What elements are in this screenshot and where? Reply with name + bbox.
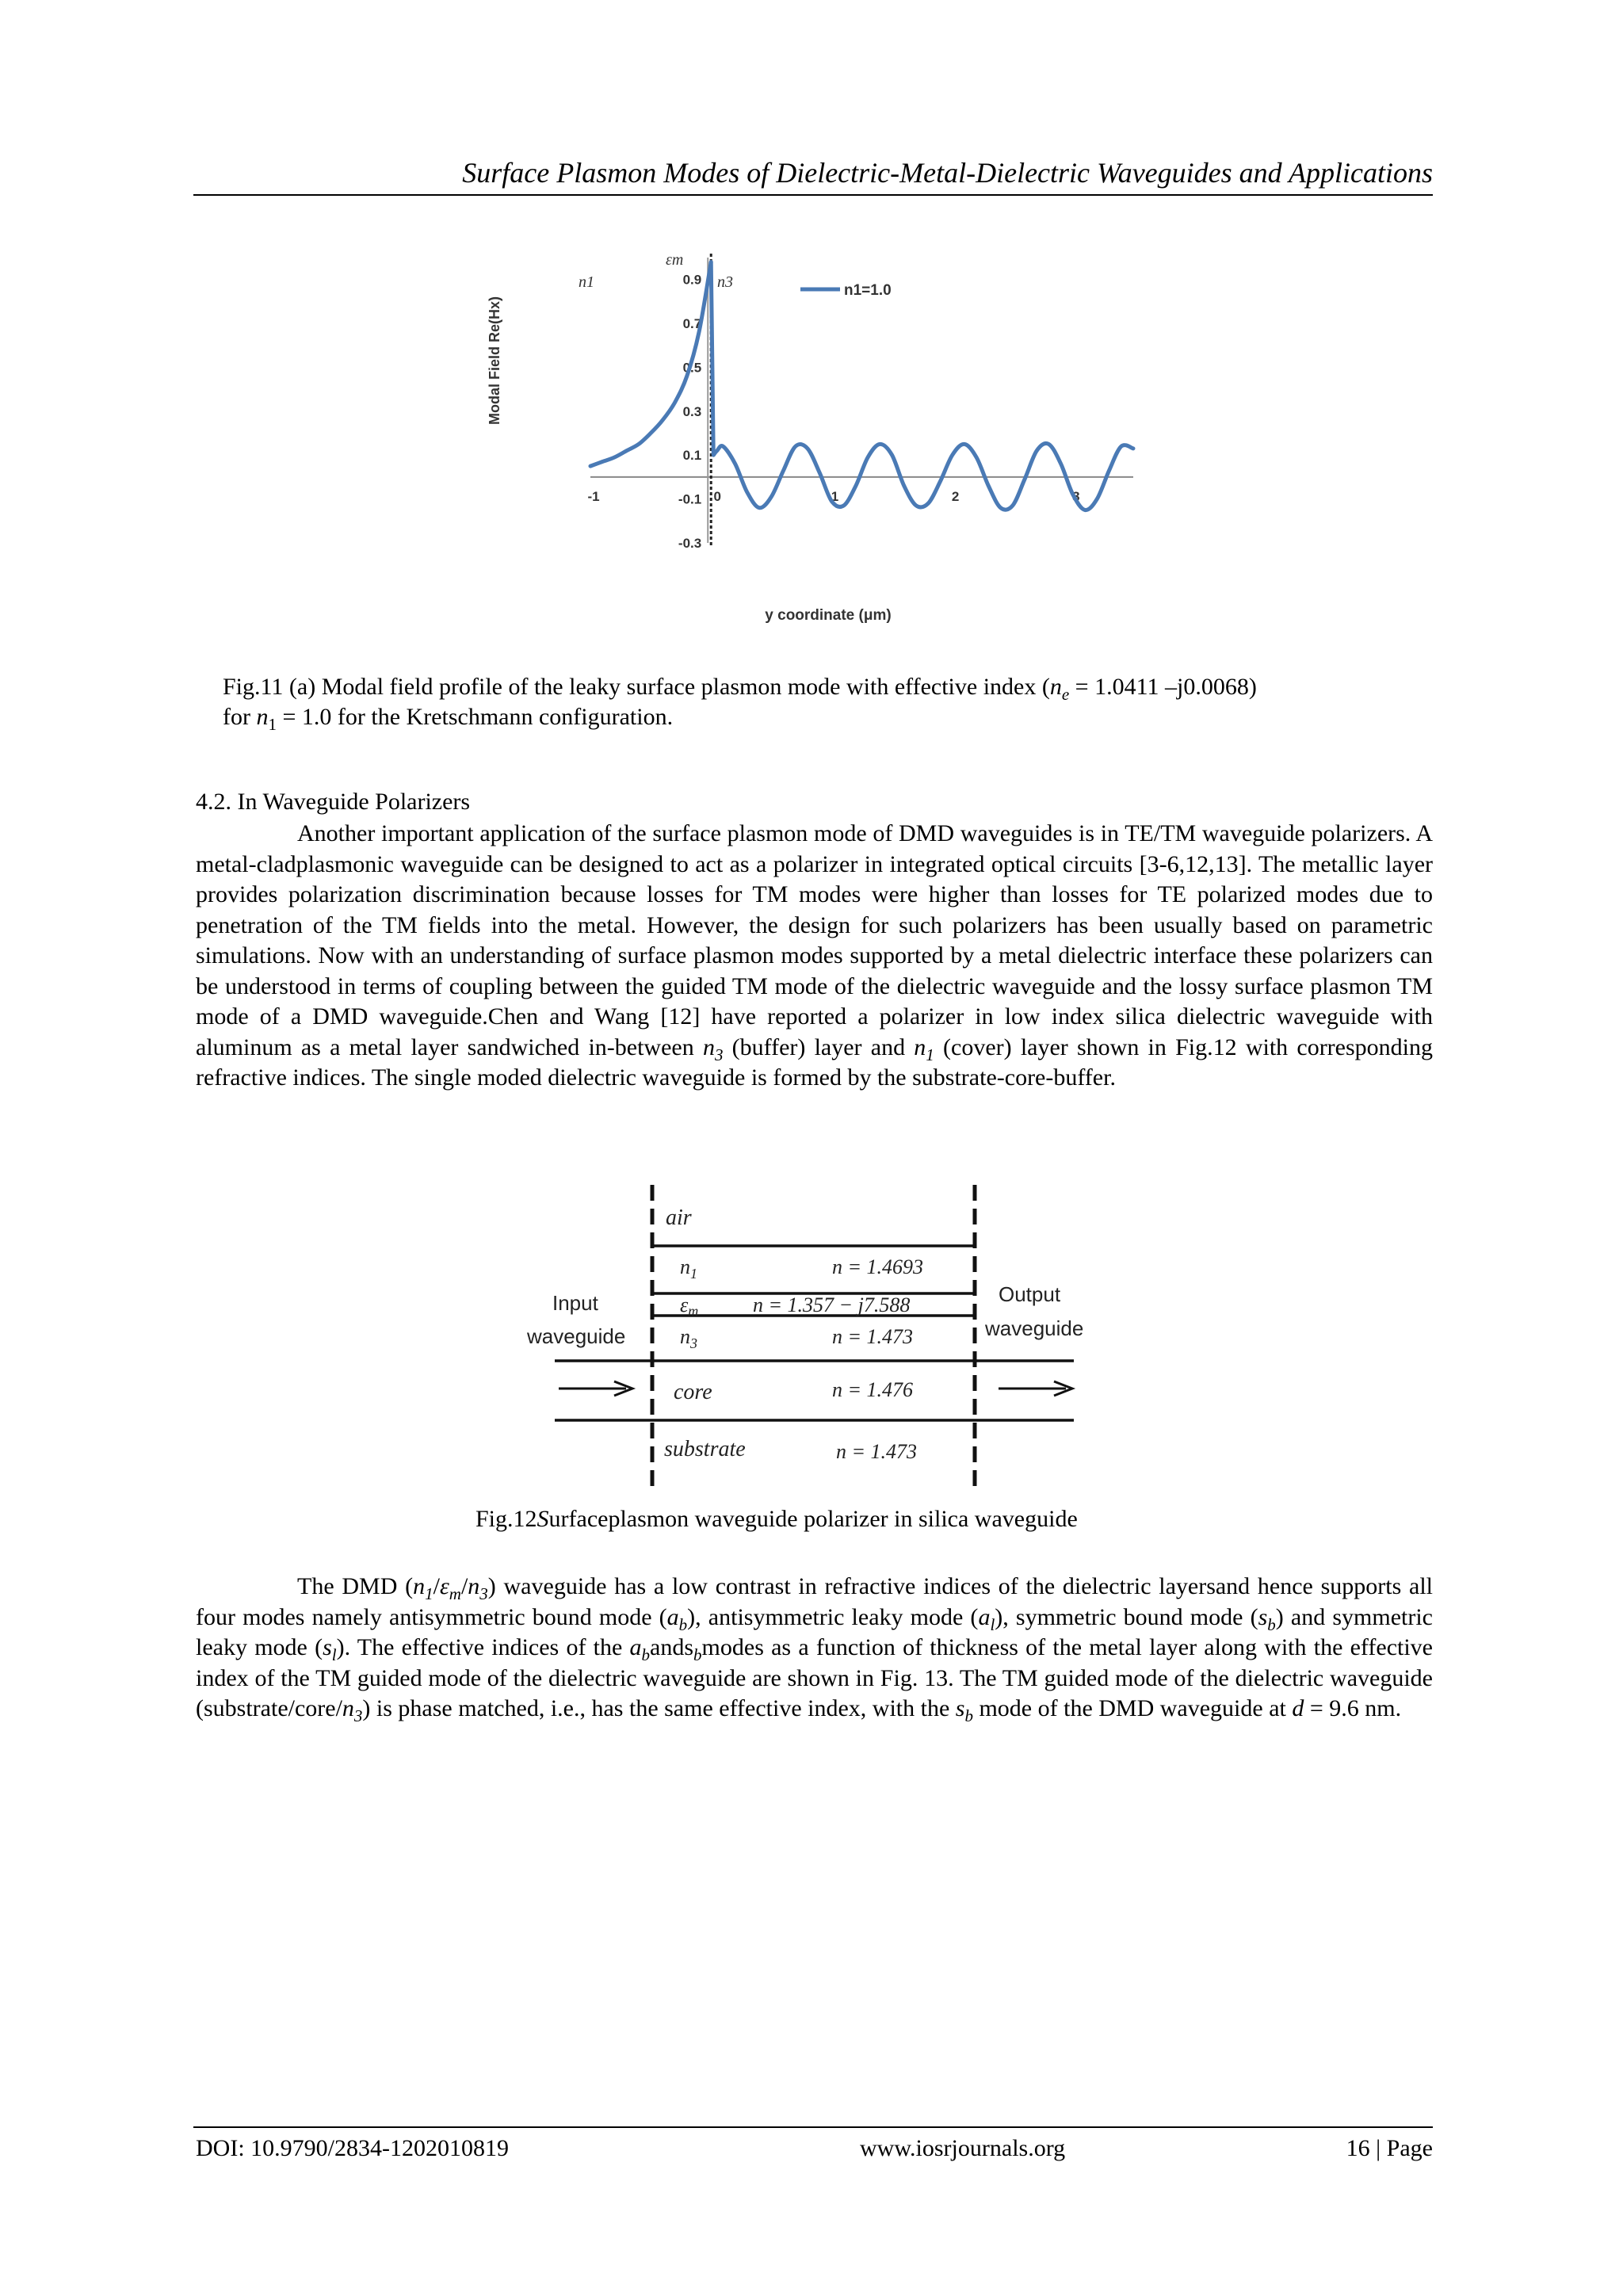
n3-value: n = 1.473 xyxy=(832,1325,914,1348)
fig11-caption-line2-suffix: = 1.0 for the Kretschmann configuration. xyxy=(276,704,674,730)
y-tick-label: -0.1 xyxy=(678,491,702,507)
dmd-paragraph xyxy=(196,1572,1433,1725)
text-run: ), symmetric bound mode ( xyxy=(995,1603,1258,1630)
math-subscript: 3 xyxy=(479,1584,488,1603)
math-subscript: b xyxy=(1267,1614,1276,1634)
footer-page-number: 16 | Page xyxy=(1346,2135,1433,2161)
core-value: n = 1.476 xyxy=(832,1378,914,1401)
fig11-caption-ne-symbol: n xyxy=(1049,674,1062,700)
section-heading: 4.2. In Waveguide Polarizers xyxy=(196,789,471,815)
fig12-caption-prefix: Fig.12 xyxy=(475,1506,537,1532)
input-label-1: Input xyxy=(552,1291,598,1315)
header-rule xyxy=(193,194,1433,196)
fig11-caption-line1: Fig.11 (a) Modal field profile of the leaky surface plasmon mode with effective index ( xyxy=(223,674,1050,700)
math-subscript: b xyxy=(964,1706,973,1725)
math-symbol: ε xyxy=(439,1573,449,1599)
x-tick-label: 0 xyxy=(713,488,721,504)
input-label-2: waveguide xyxy=(527,1324,626,1348)
fig11-caption-ne-subscript: e xyxy=(1061,685,1070,704)
math-symbol: s xyxy=(955,1695,965,1721)
fig11-caption xyxy=(223,672,1443,732)
y-tick-label: 0.1 xyxy=(682,448,702,464)
math-subscript: l xyxy=(990,1614,995,1634)
math-subscript: 3 xyxy=(353,1706,363,1725)
region-label-n3: n3 xyxy=(717,273,733,291)
text-run: / xyxy=(460,1573,468,1599)
math-symbol: n xyxy=(342,1695,354,1721)
text-run: mode of the DMD waveguide at xyxy=(972,1695,1293,1721)
fig12-caption xyxy=(475,1504,1078,1534)
air-label: air xyxy=(666,1205,692,1230)
footer-website: www.iosrjournals.org xyxy=(860,2135,1066,2161)
x-axis-title: y coordinate (μm) xyxy=(765,607,892,624)
fig11-caption-line2-prefix: for xyxy=(223,704,257,730)
math-symbol: n xyxy=(702,1033,715,1060)
output-label-2: waveguide xyxy=(985,1316,1084,1340)
text-run: The DMD ( xyxy=(297,1573,414,1599)
n1-label: $n_1$ xyxy=(680,1255,697,1282)
math-symbol: s xyxy=(1258,1603,1268,1630)
math-subscript: 1 xyxy=(926,1045,934,1064)
text-run: ) is phase matched, i.e., has the same effective index, with the xyxy=(362,1695,956,1721)
region-label-em: εm xyxy=(666,251,684,269)
substrate-value: n = 1.473 xyxy=(836,1440,918,1463)
math-subscript: 1 xyxy=(425,1584,433,1603)
math-symbol: n xyxy=(413,1573,426,1599)
polarizer-paragraph xyxy=(196,819,1433,1094)
output-label-1: Output xyxy=(999,1282,1061,1306)
chart-series xyxy=(590,262,1133,510)
text-run: ). The effective indices of the xyxy=(336,1634,630,1660)
math-symbol: a xyxy=(666,1603,679,1630)
n3-label: $n_3$ xyxy=(680,1325,697,1351)
math-symbol: d xyxy=(1292,1695,1304,1721)
y-tick-label: -0.3 xyxy=(678,536,702,551)
y-tick-label: 0.7 xyxy=(682,316,702,332)
text-run: (buffer) layer and xyxy=(723,1033,915,1060)
math-symbol: a xyxy=(978,1603,991,1630)
core-label: core xyxy=(674,1380,712,1404)
footer-rule xyxy=(193,2126,1433,2128)
y-axis-title: Modal Field Re(Hx) xyxy=(487,296,502,426)
text-run: = 9.6 nm. xyxy=(1304,1695,1402,1721)
math-symbol: a xyxy=(629,1634,642,1660)
fig11-caption-ne-value: = 1.0411 –j0.0068) xyxy=(1069,674,1257,700)
text-run: Another important application of the surface plasmon mode of DMD waveguides is in TE/TM waveguide polarizers. A metal-cladplasmonic waveguide can be designed to act as a polarizer in integrated optical circuits [3-6,12,13]. The metallic layer provides polarization discrimination because losses for TM modes were higher than losses for TE polarized modes due to penetration of the TM fields into the metal. However, the design for such polarizers has been usually based on parametric simulations. Now with an understanding of surface plasmon modes supported by a metal dielectric interface these polarizers can be understood in terms of coupling between the guided TM mode of the dielectric waveguide and the lossy surface plasmon TM mode of a DMD waveguide.Chen and Wang [12] have reported a polarizer in low index silica dielectric waveguide with aluminum as a metal layer sandwiched in-between xyxy=(196,820,1433,1060)
x-tick-label: 2 xyxy=(951,488,960,504)
x-tick-label: 1 xyxy=(831,488,839,504)
math-symbol: s xyxy=(323,1634,332,1660)
metal-label: εm xyxy=(680,1293,699,1319)
text-run: modes as a function of thickness of the metal layer along with the effective index of the TM guided mode of the dielectric waveguide are shown in Fig. 13. The TM guided mode of the dielectric waveguide (substrate/core/ xyxy=(196,1634,1433,1721)
text-run: ) waveguide has a low contrast in refractive indices of the dielectric layersand hence supports all four modes namely antisymmetric bound mode ( xyxy=(196,1573,1433,1630)
math-subscript: b xyxy=(678,1614,688,1634)
y-tick-label: 0.3 xyxy=(682,403,702,419)
math-subscript: 3 xyxy=(714,1045,724,1064)
legend-label: n1=1.0 xyxy=(844,282,892,299)
series-drop-line xyxy=(711,262,713,456)
text-run: ), antisymmetric leaky mode ( xyxy=(687,1603,979,1630)
x-tick-label: 3 xyxy=(1072,488,1080,504)
output-arrow xyxy=(999,1381,1072,1396)
math-subscript: l xyxy=(331,1645,337,1664)
y-tick-label: 0.5 xyxy=(682,360,702,376)
math-symbol: n xyxy=(914,1033,926,1060)
text-run: (cover) layer shown in Fig.12 with corresponding refractive indices. The single moded dielectric waveguide is formed by the substrate-core-buffer. xyxy=(196,1033,1433,1091)
running-title: Surface Plasmon Modes of Dielectric-Metal-Dielectric Waveguides and Applications xyxy=(462,157,1433,189)
y-tick-label: 0.9 xyxy=(682,272,702,288)
text-run: ) and symmetric leaky mode ( xyxy=(196,1603,1433,1660)
fig11-chart xyxy=(475,238,1157,642)
math-subscript: b xyxy=(641,1645,651,1664)
math-symbol: n xyxy=(468,1573,480,1599)
fig11-caption-n1-subscript: 1 xyxy=(268,715,277,734)
math-subscript: m xyxy=(449,1584,461,1603)
region-label-n1: n1 xyxy=(579,273,594,291)
fig12-caption-italic: S xyxy=(537,1506,549,1532)
x-tick-label: -1 xyxy=(587,488,600,504)
footer-doi: DOI: 10.9790/2834-1202010819 xyxy=(196,2135,509,2161)
fig12-caption-text: urfaceplasmon waveguide polarizer in silica waveguide xyxy=(548,1506,1078,1532)
text-run: / xyxy=(433,1573,440,1599)
input-arrow xyxy=(559,1381,632,1396)
metal-value: n = 1.357 − j7.588 xyxy=(753,1293,911,1316)
fig11-caption-n1-symbol: n xyxy=(256,704,269,730)
substrate-label: substrate xyxy=(664,1437,746,1461)
text-run: ands xyxy=(650,1634,694,1660)
fig12-diagram xyxy=(507,1177,1117,1494)
n1-value: n = 1.4693 xyxy=(832,1255,924,1278)
math-subscript: b xyxy=(693,1645,702,1664)
